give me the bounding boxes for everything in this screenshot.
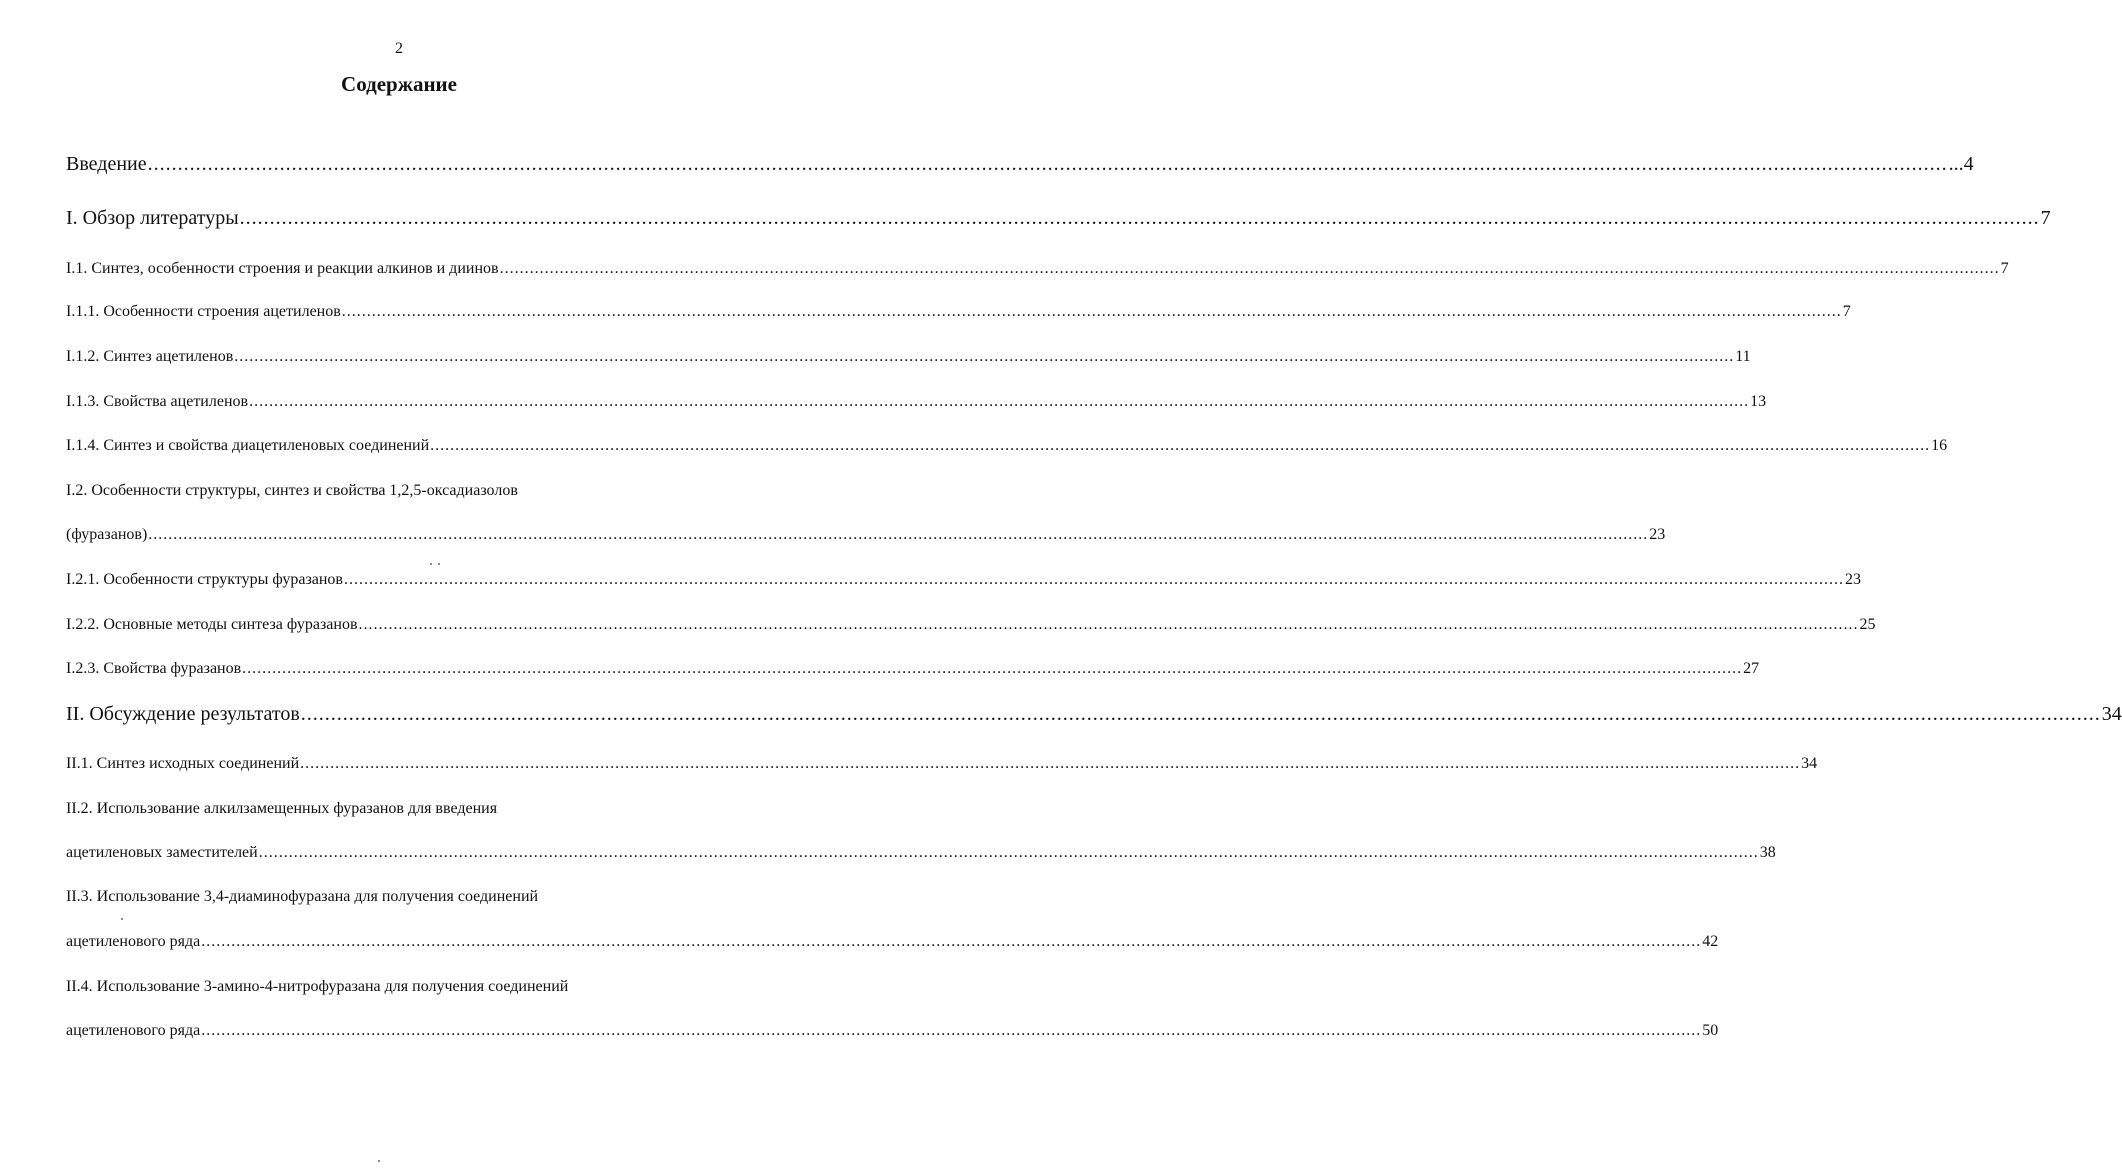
toc-entry-page: 50 <box>1702 1022 1719 1039</box>
toc-entry <box>66 888 730 906</box>
toc-entry: II.1. Синтез исходных соединений ............................................................................................................................................................................................................................................................................................................ 34 <box>66 755 1818 772</box>
toc-entry-title: II. Обсуждение результатов <box>66 703 300 725</box>
toc-entry-page: ...4 <box>1948 153 1974 175</box>
toc-entry: Введение ............................................................................................................................................................................................................................................................................................................ ...4 <box>66 153 1974 175</box>
toc-entry-title: Введение <box>66 153 147 175</box>
toc-entry-page: 25 <box>1859 616 1876 633</box>
toc-entry-title: ацетиленового ряда <box>66 933 201 950</box>
toc-entry: II. Обсуждение результатов ............................................................................................................................................................................................................................................................................................................ 34 <box>66 703 2122 725</box>
scan-speck <box>121 918 123 920</box>
toc-entry-title: II.4. Использование 3-амино-4-нитрофуразана для получения соединений <box>66 978 569 995</box>
toc-entry-title: I.1.2. Синтез ацетиленов <box>66 348 234 365</box>
toc-entry-title: ацетиленового ряда <box>66 1022 201 1039</box>
toc-entry: I.1.1. Особенности строения ацетиленов ............................................................................................................................................................................................................................................................................................................ 7 <box>66 303 1851 320</box>
toc-entry: (фуразанов) ............................................................................................................................................................................................................................................................................................................ 23 <box>66 526 1666 543</box>
toc-entry-page: 7 <box>2040 207 2051 229</box>
toc-entry: I.2.3. Свойства фуразанов ............................................................................................................................................................................................................................................................................................................ 27 <box>66 660 1760 677</box>
toc-entry: I. Обзор литературы ............................................................................................................................................................................................................................................................................................................ 7 <box>66 207 2051 229</box>
toc-entry-page: 11 <box>1735 348 1751 365</box>
toc-entry-title: II.1. Синтез исходных соединений <box>66 755 300 772</box>
scan-speck <box>438 563 440 565</box>
page-title: Содержание <box>341 72 457 96</box>
toc-entry-title: I.2. Особенности структуры, синтез и свойства 1,2,5-оксадиазолов <box>66 482 518 499</box>
toc-entry-title: II.2. Использование алкилзамещенных фуразанов для введения <box>66 800 498 817</box>
toc-entry-title: I. Обзор литературы <box>66 207 239 229</box>
toc-entry: I.2.1. Особенности структуры фуразанов ............................................................................................................................................................................................................................................................................................................ 23 <box>66 571 1861 588</box>
toc-entry-page: 23 <box>1844 571 1861 588</box>
toc-entry <box>66 800 730 818</box>
toc-entry-title: I.1.4. Синтез и свойства диацетиленовых соединений <box>66 437 430 454</box>
toc-entry-page: 7 <box>1842 303 1851 320</box>
toc-entry-page: 23 <box>1649 526 1666 543</box>
toc-entry <box>66 978 730 996</box>
toc-entry: I.1.4. Синтез и свойства диацетиленовых соединений ............................................................................................................................................................................................................................................................................................................ 16 <box>66 437 1948 454</box>
toc-entry-title: I.2.2. Основные методы синтеза фуразанов <box>66 616 358 633</box>
toc-entry: ацетиленового ряда ............................................................................................................................................................................................................................................................................................................ 42 <box>66 933 1719 950</box>
toc-entry-page: 13 <box>1750 393 1767 410</box>
toc-entry: I.1. Синтез, особенности строения и реакции алкинов и диинов ............................................................................................................................................................................................................................................................................................................ 7 <box>66 260 2009 277</box>
toc-entry-page: 16 <box>1931 437 1948 454</box>
scan-speck <box>378 1160 380 1162</box>
toc-entry-title: I.1. Синтез, особенности строения и реакции алкинов и диинов <box>66 260 499 277</box>
toc-entry-title: I.2.1. Особенности структуры фуразанов <box>66 571 343 588</box>
toc-entry-page: 7 <box>2000 260 2009 277</box>
scan-speck <box>430 563 432 565</box>
toc-entry-title: I.2.3. Свойства фуразанов <box>66 660 242 677</box>
toc-entry: I.1.2. Синтез ацетиленов ............................................................................................................................................................................................................................................................................................................ 11 <box>66 348 1751 365</box>
page-number: 2 <box>395 40 403 57</box>
toc-entry-page: 38 <box>1759 844 1776 861</box>
toc-entry-page: 34 <box>1801 755 1818 772</box>
toc-entry-title: ацетиленовых заместителей <box>66 844 258 861</box>
toc-entry-title: (фуразанов) <box>66 526 148 543</box>
toc-entry-title: II.3. Использование 3,4-диаминофуразана для получения соединений <box>66 888 539 905</box>
toc-entry: ацетиленового ряда ............................................................................................................................................................................................................................................................................................................ 50 <box>66 1022 1719 1039</box>
toc-entry: I.2.2. Основные методы синтеза фуразанов ............................................................................................................................................................................................................................................................................................................ 25 <box>66 616 1876 633</box>
toc-entry <box>66 482 730 500</box>
toc-entry-page: 34 <box>2101 703 2122 725</box>
toc-entry: I.1.3. Свойства ацетиленов ............................................................................................................................................................................................................................................................................................................ 13 <box>66 393 1767 410</box>
toc-entry: ацетиленовых заместителей ............................................................................................................................................................................................................................................................................................................ 38 <box>66 844 1776 861</box>
toc-entry-page: 42 <box>1702 933 1719 950</box>
toc-entry-page: 27 <box>1743 660 1760 677</box>
toc-entry-title: I.1.3. Свойства ацетиленов <box>66 393 249 410</box>
toc-entry-title: I.1.1. Особенности строения ацетиленов <box>66 303 341 320</box>
